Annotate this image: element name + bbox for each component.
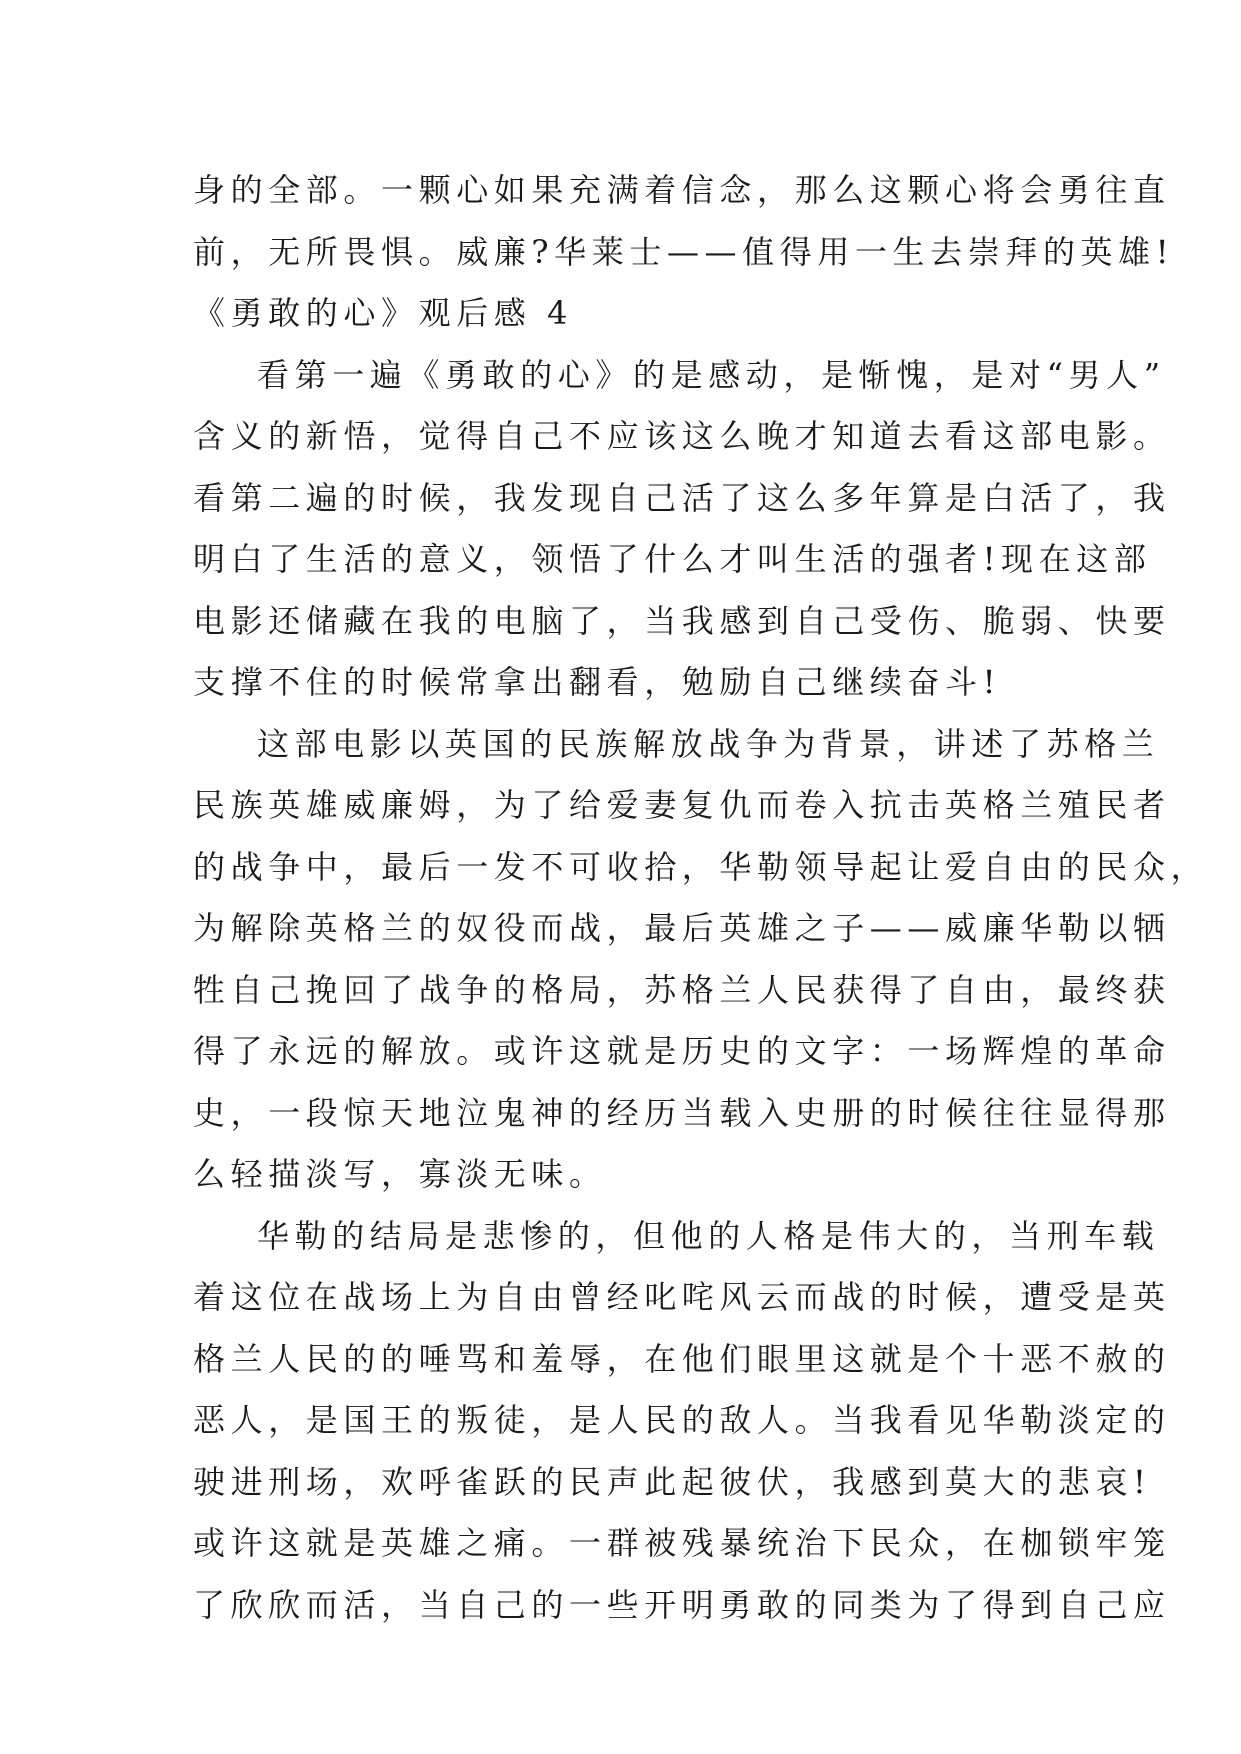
text-line: 为解除英格兰的奴役而战，最后英雄之子——威廉华勒以牺 xyxy=(193,909,1171,947)
section-heading: 《勇敢的心》观后感 4 xyxy=(193,294,574,332)
text-line: 了欣欣而活，当自己的一些开明勇敢的同类为了得到自己应 xyxy=(193,1585,1171,1624)
text-line: 明白了生活的意义，领悟了什么才叫生活的强者!现在这部 xyxy=(193,540,1152,578)
text-line: 身的全部。一颗心如果充满着信念，那么这颗心将会勇往直 xyxy=(193,171,1171,209)
text-line: 含义的新悟，觉得自己不应该这么晚才知道去看这部电影。 xyxy=(193,417,1171,455)
paragraph-first-line: 华勒的结局是悲惨的，但他的人格是伟大的，当刑车载 xyxy=(257,1216,1160,1255)
paragraph-first-line: 这部电影以英国的民族解放战争为背景，讲述了苏格兰 xyxy=(257,724,1160,763)
text-line: 电影还储藏在我的电脑了，当我感到自己受伤、脆弱、快要 xyxy=(193,601,1171,640)
body-text xyxy=(193,160,1209,1636)
text-line: 格兰人民的的唾骂和羞辱，在他们眼里这就是个十恶不赦的 xyxy=(193,1339,1171,1378)
text-line: 牲自己挽回了战争的格局，苏格兰人民获得了自由，最终获 xyxy=(193,970,1171,1009)
text-line: 前，无所畏惧。威廉?华莱士——值得用一生去崇拜的英雄! xyxy=(193,232,1175,271)
paragraph-first-line: 看第一遍《勇敢的心》的是感动，是惭愧，是对“男人” xyxy=(257,355,1166,394)
text-line: 看第二遍的时候，我发现自己活了这么多年算是白活了，我 xyxy=(193,478,1171,517)
text-line: 恶人，是国王的叛徒，是人民的敌人。当我看见华勒淡定的 xyxy=(193,1401,1171,1439)
text-line: 民族英雄威廉姆，为了给爱妻复仇而卷入抗击英格兰殖民者 xyxy=(193,786,1171,824)
text-line: 得了永远的解放。或许这就是历史的文字：一场辉煌的革命 xyxy=(193,1032,1171,1070)
text-line: 驶进刑场，欢呼雀跃的民声此起彼伏，我感到莫大的悲哀! xyxy=(193,1462,1152,1501)
text-line: 着这位在战场上为自由曾经叱咤风云而战的时候，遭受是英 xyxy=(193,1278,1171,1316)
text-line: 的战争中，最后一发不可收拾，华勒领导起让爱自由的民众， xyxy=(193,847,1209,886)
text-line: 支撑不住的时候常拿出翻看，勉励自己继续奋斗! xyxy=(193,663,1002,701)
text-line: 或许这就是英雄之痛。一群被残暴统治下民众，在枷锁牢笼 xyxy=(193,1524,1171,1562)
text-line: 史，一段惊天地泣鬼神的经历当载入史册的时候往往显得那 xyxy=(193,1093,1171,1132)
text-line: 么轻描淡写，寡淡无味。 xyxy=(193,1155,607,1193)
